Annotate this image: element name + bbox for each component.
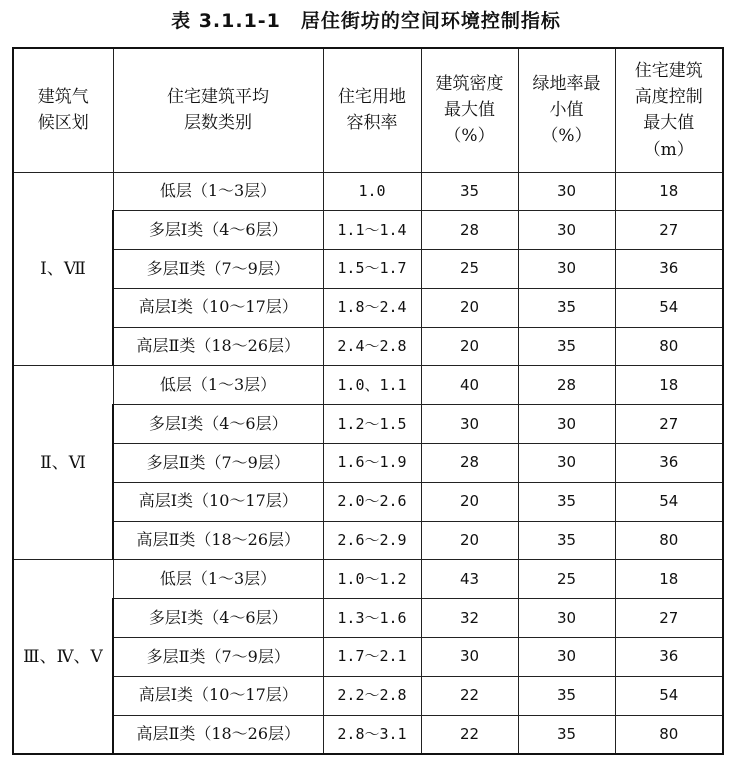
height-limit-cell: 80 [615, 327, 723, 366]
height-limit-cell: 36 [615, 444, 723, 483]
far-cell: 2.2～2.8 [323, 676, 421, 715]
height-limit-cell: 27 [615, 405, 723, 444]
green-ratio-cell: 35 [518, 715, 615, 754]
height-limit-cell: 27 [615, 599, 723, 638]
density-cell: 35 [421, 172, 518, 211]
green-ratio-cell: 30 [518, 405, 615, 444]
height-limit-cell: 54 [615, 288, 723, 327]
header-far: 住宅用地容积率 [323, 48, 421, 172]
far-cell: 1.6～1.9 [323, 444, 421, 483]
floor-category-cell: 低层（1～3层） [113, 366, 323, 405]
floor-category-cell: 多层Ⅱ类（7～9层） [113, 638, 323, 677]
spatial-control-table [12, 47, 724, 755]
density-cell: 30 [421, 638, 518, 677]
floor-category-cell: 高层Ⅰ类（10～17层） [113, 288, 323, 327]
far-cell: 2.0～2.6 [323, 482, 421, 521]
green-ratio-cell: 28 [518, 366, 615, 405]
green-ratio-cell: 30 [518, 250, 615, 289]
floor-category-cell: 高层Ⅱ类（18～26层） [113, 521, 323, 560]
table-row [13, 444, 723, 483]
green-ratio-cell: 35 [518, 288, 615, 327]
density-cell: 22 [421, 676, 518, 715]
header-density: 建筑密度最大值（%） [421, 48, 518, 172]
far-cell: 2.8～3.1 [323, 715, 421, 754]
density-cell: 22 [421, 715, 518, 754]
density-cell: 40 [421, 366, 518, 405]
density-cell: 30 [421, 405, 518, 444]
far-cell: 1.0、1.1 [323, 366, 421, 405]
table-row [13, 211, 723, 250]
density-cell: 43 [421, 560, 518, 599]
density-cell: 20 [421, 482, 518, 521]
height-limit-cell: 54 [615, 482, 723, 521]
table-row [13, 288, 723, 327]
table-row [13, 366, 723, 405]
density-cell: 20 [421, 521, 518, 560]
floor-category-cell: 高层Ⅰ类（10～17层） [113, 676, 323, 715]
far-cell: 1.7～2.1 [323, 638, 421, 677]
far-cell: 1.0 [323, 172, 421, 211]
green-ratio-cell: 35 [518, 482, 615, 521]
header-floor-category: 住宅建筑平均层数类别 [113, 48, 323, 172]
climate-zone-cell: Ⅰ、Ⅶ [13, 172, 113, 366]
header-height-limit: 住宅建筑高度控制最大值（m） [615, 48, 723, 172]
floor-category-cell: 高层Ⅰ类（10～17层） [113, 482, 323, 521]
floor-category-cell: 低层（1～3层） [113, 560, 323, 599]
table-row [13, 521, 723, 560]
far-cell: 1.8～2.4 [323, 288, 421, 327]
table-body [13, 172, 723, 754]
height-limit-cell: 80 [615, 521, 723, 560]
green-ratio-cell: 25 [518, 560, 615, 599]
green-ratio-cell: 30 [518, 638, 615, 677]
height-limit-cell: 36 [615, 638, 723, 677]
table-row [13, 250, 723, 289]
far-cell: 1.5～1.7 [323, 250, 421, 289]
green-ratio-cell: 35 [518, 676, 615, 715]
header-climate-zone: 建筑气候区划 [13, 48, 113, 172]
table-row [13, 172, 723, 211]
climate-zone-cell: Ⅱ、Ⅵ [13, 366, 113, 560]
far-cell: 1.3～1.6 [323, 599, 421, 638]
floor-category-cell: 多层Ⅱ类（7～9层） [113, 444, 323, 483]
table-header-row [13, 48, 723, 172]
height-limit-cell: 36 [615, 250, 723, 289]
floor-category-cell: 多层Ⅰ类（4～6层） [113, 599, 323, 638]
height-limit-cell: 18 [615, 172, 723, 211]
table-row [13, 560, 723, 599]
table-row [13, 405, 723, 444]
density-cell: 25 [421, 250, 518, 289]
density-cell: 28 [421, 444, 518, 483]
green-ratio-cell: 35 [518, 521, 615, 560]
green-ratio-cell: 30 [518, 211, 615, 250]
green-ratio-cell: 30 [518, 444, 615, 483]
green-ratio-cell: 30 [518, 599, 615, 638]
header-green-ratio: 绿地率最小值（%） [518, 48, 615, 172]
floor-category-cell: 低层（1～3层） [113, 172, 323, 211]
table-row [13, 638, 723, 677]
height-limit-cell: 18 [615, 366, 723, 405]
height-limit-cell: 18 [615, 560, 723, 599]
table-row [13, 599, 723, 638]
height-limit-cell: 54 [615, 676, 723, 715]
density-cell: 20 [421, 288, 518, 327]
floor-category-cell: 多层Ⅱ类（7～9层） [113, 250, 323, 289]
floor-category-cell: 多层Ⅰ类（4～6层） [113, 405, 323, 444]
green-ratio-cell: 35 [518, 327, 615, 366]
table-row [13, 327, 723, 366]
height-limit-cell: 80 [615, 715, 723, 754]
far-cell: 1.2～1.5 [323, 405, 421, 444]
table-title: 表 3.1.1-1 居住街坊的空间环境控制指标 [171, 10, 561, 32]
far-cell: 2.4～2.8 [323, 327, 421, 366]
table-row [13, 482, 723, 521]
green-ratio-cell: 30 [518, 172, 615, 211]
density-cell: 20 [421, 327, 518, 366]
density-cell: 32 [421, 599, 518, 638]
far-cell: 1.1～1.4 [323, 211, 421, 250]
height-limit-cell: 27 [615, 211, 723, 250]
far-cell: 2.6～2.9 [323, 521, 421, 560]
table-row [13, 715, 723, 754]
density-cell: 28 [421, 211, 518, 250]
climate-zone-cell: Ⅲ、Ⅳ、Ⅴ [13, 560, 113, 754]
far-cell: 1.0～1.2 [323, 560, 421, 599]
floor-category-cell: 高层Ⅱ类（18～26层） [113, 715, 323, 754]
table-row [13, 676, 723, 715]
floor-category-cell: 高层Ⅱ类（18～26层） [113, 327, 323, 366]
floor-category-cell: 多层Ⅰ类（4～6层） [113, 211, 323, 250]
